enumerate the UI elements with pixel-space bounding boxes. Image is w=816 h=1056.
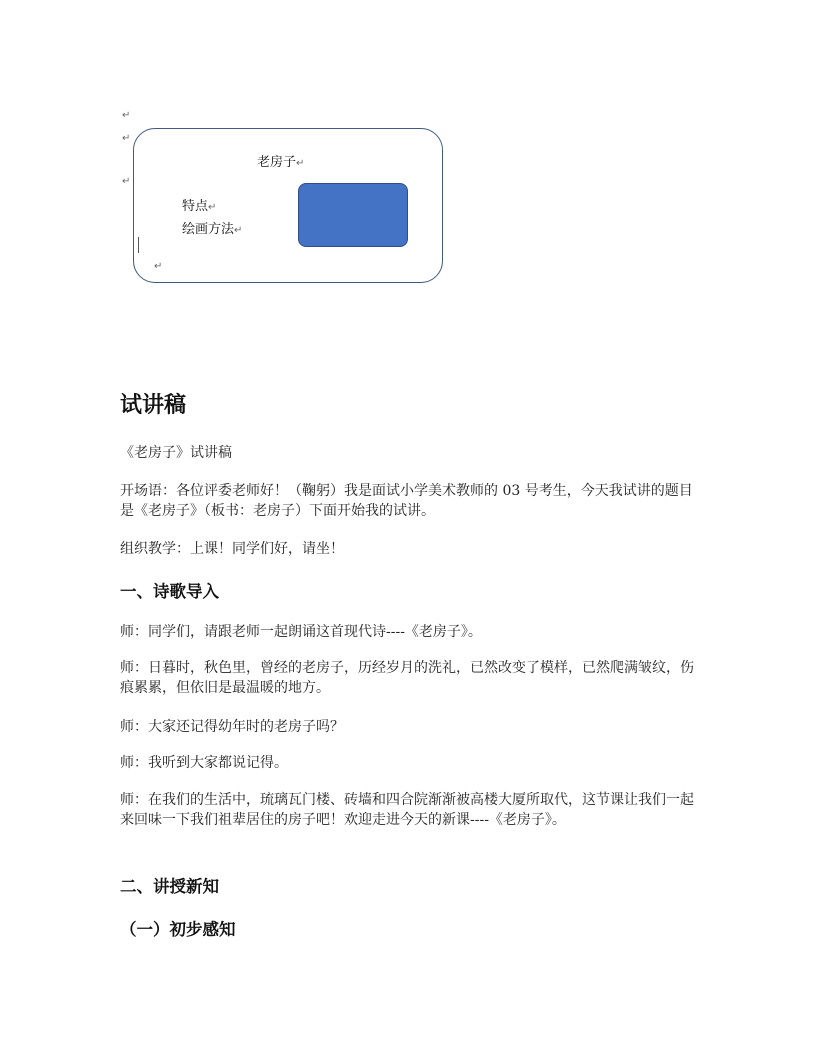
subsection-heading-initial-perception: （一）初步感知: [120, 920, 236, 939]
document-subtitle: 《老房子》试讲稿: [120, 445, 232, 461]
board-item-features: [182, 195, 216, 214]
paragraph: 师：大家还记得幼年时的老房子吗？: [120, 719, 344, 735]
opening-paragraph: 开场语：各位评委老师好！（鞠躬）我是面试小学美术教师的 03 号考生，今天我试讲的题目是《老房子》（板书：老房子）下面开始我的试讲。: [120, 483, 693, 519]
document-heading: 试讲稿: [120, 393, 187, 418]
section-heading-poetry-intro: 一、诗歌导入: [120, 582, 219, 601]
organize-paragraph: 组织教学：上课！同学们好，请坐！: [120, 541, 344, 557]
picture-placeholder-rectangle: [298, 183, 408, 247]
board-item-text: 绘画方法: [182, 222, 235, 237]
paragraph: 师：日暮时，秋色里，曾经的老房子，历经岁月的洗礼，已然改变了模样，已然爬满皱纹，伤痕累累，但依旧是最温暖的地方。: [120, 660, 694, 696]
paragraph-mark: ↵: [122, 110, 131, 121]
paragraph-mark: ↵: [234, 225, 243, 236]
board-title-text: 老房子: [257, 155, 297, 170]
section-heading-new-knowledge: 二、讲授新知: [120, 877, 219, 896]
paragraph-mark: ↵: [154, 261, 163, 272]
paragraph-mark: ↵: [296, 158, 305, 169]
paragraph-mark: ↵: [208, 202, 217, 213]
paragraph: 师：同学们，请跟老师一起朗诵这首现代诗----《老房子》。: [120, 624, 482, 640]
paragraph-mark: ↵: [122, 176, 131, 187]
paragraph: 师：我听到大家都说记得。: [120, 755, 288, 771]
paragraph: 师：在我们的生活中，琉璃瓦门楼、砖墙和四合院渐渐被高楼大厦所取代，这节课让我们一起来回味一下我们祖辈居住的房子吧！欢迎走进今天的新课----《老房子》。: [120, 792, 694, 828]
board-title: [257, 151, 304, 170]
board-item-drawing-method: [182, 218, 242, 237]
text-cursor: [138, 237, 139, 253]
board-item-text: 特点: [182, 199, 209, 214]
paragraph-mark: ↵: [122, 133, 131, 144]
blackboard-diagram: [133, 128, 443, 283]
